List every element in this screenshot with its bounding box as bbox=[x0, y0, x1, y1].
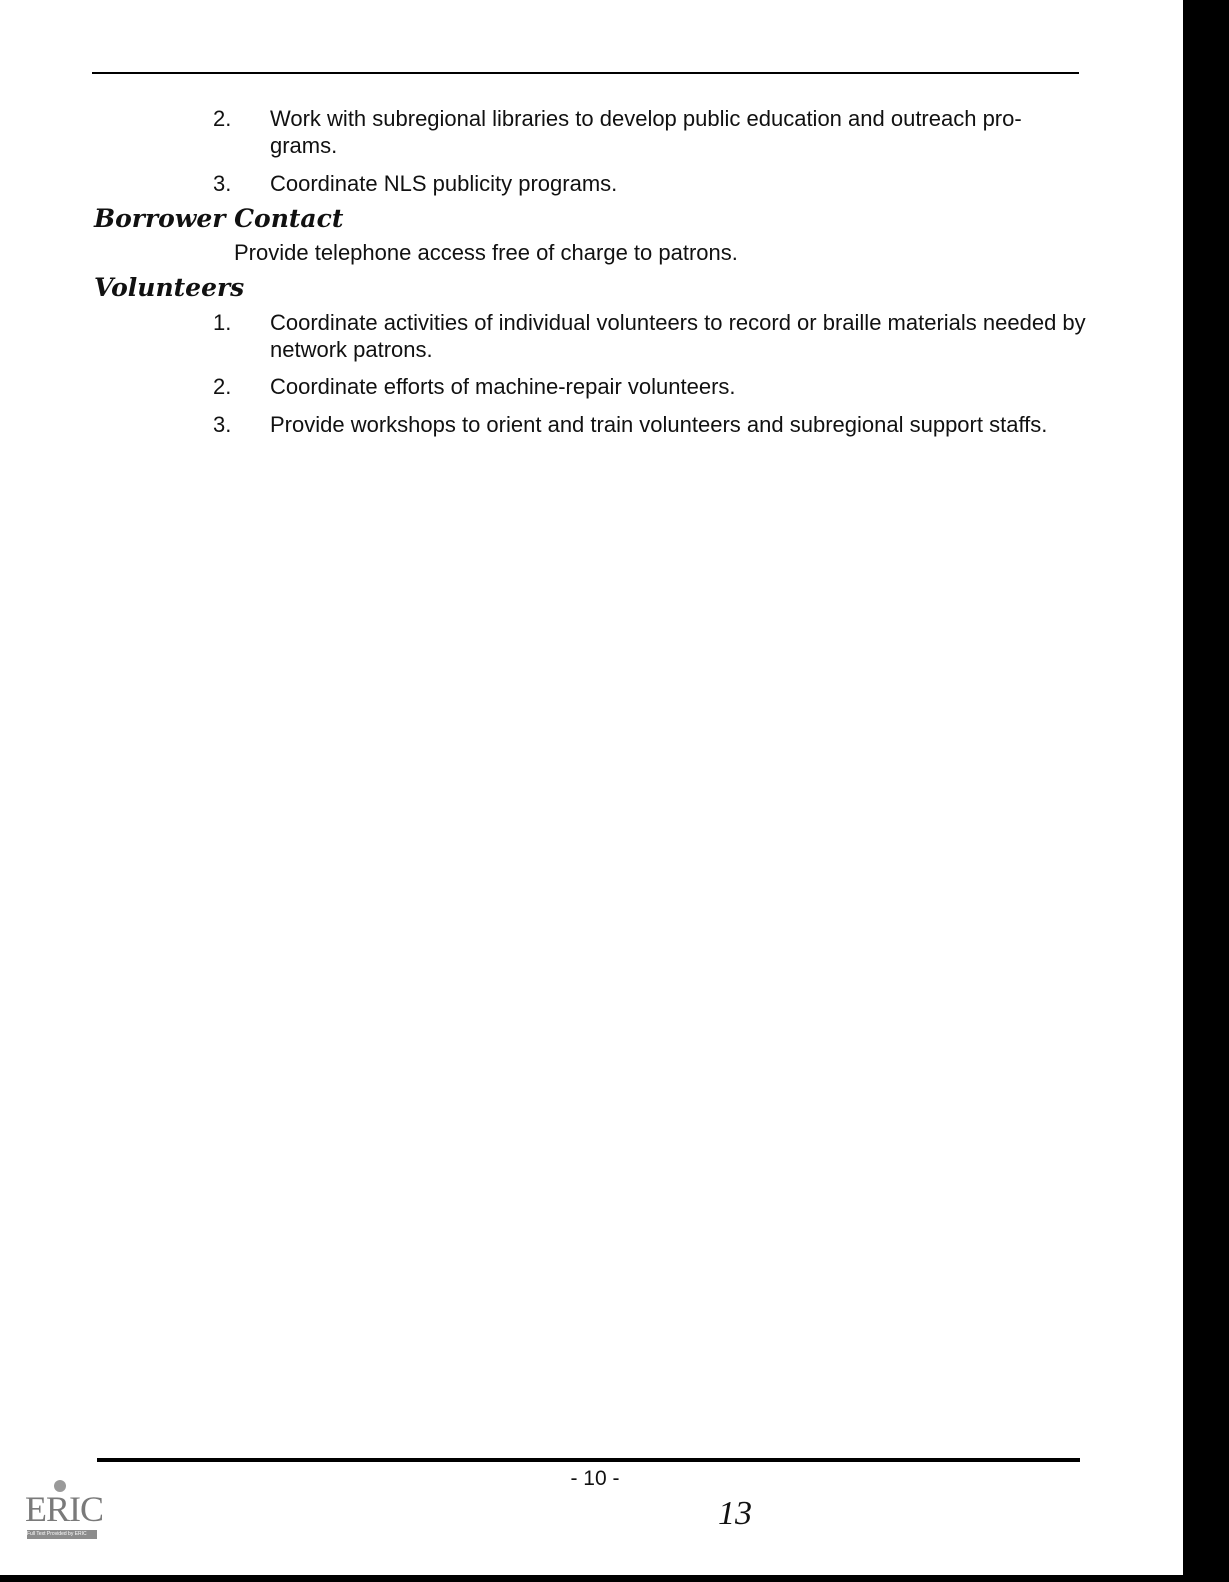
scan-right-border bbox=[1183, 0, 1229, 1582]
borrower-contact-heading: Borrower Contact bbox=[94, 204, 344, 233]
volunteer-item-1 bbox=[213, 309, 1093, 363]
eric-logo-word: ERIC bbox=[25, 1489, 104, 1529]
volunteer-item-text: Provide workshops to orient and train volunteers and subregional support staffs. bbox=[270, 412, 1048, 437]
volunteer-item-number: 1. bbox=[213, 310, 232, 335]
eric-logo-tagline: Full Text Provided by ERIC bbox=[27, 1530, 97, 1539]
goal-item-3 bbox=[213, 170, 1093, 197]
volunteers-heading: Volunteers bbox=[94, 273, 245, 302]
goal-item-number: 3. bbox=[213, 171, 232, 196]
volunteer-item-text: Coordinate activities of individual volunteers to record or braille materials needed by network patrons. bbox=[270, 310, 1086, 362]
eric-logo bbox=[25, 1480, 104, 1542]
goal-item-number: 2. bbox=[213, 106, 232, 131]
goal-item-text: Work with subregional libraries to develop public education and outreach pro- grams. bbox=[270, 106, 1022, 158]
volunteer-item-2 bbox=[213, 373, 1093, 400]
volunteer-item-number: 2. bbox=[213, 374, 232, 399]
goal-item-text: Coordinate NLS publicity programs. bbox=[270, 171, 618, 196]
borrower-contact-text: Provide telephone access free of charge to patrons. bbox=[234, 240, 738, 265]
goal-item-2 bbox=[213, 105, 1093, 159]
header-rule bbox=[92, 72, 1079, 74]
sheet-number: 13 bbox=[718, 1495, 752, 1532]
footer-rule bbox=[97, 1458, 1080, 1462]
scan-bottom-border bbox=[0, 1575, 1229, 1582]
page-number: - 10 - bbox=[570, 1467, 620, 1490]
volunteer-item-text: Coordinate efforts of machine-repair volunteers. bbox=[270, 374, 736, 399]
volunteer-item-3 bbox=[213, 411, 1093, 438]
volunteer-item-number: 3. bbox=[213, 412, 232, 437]
